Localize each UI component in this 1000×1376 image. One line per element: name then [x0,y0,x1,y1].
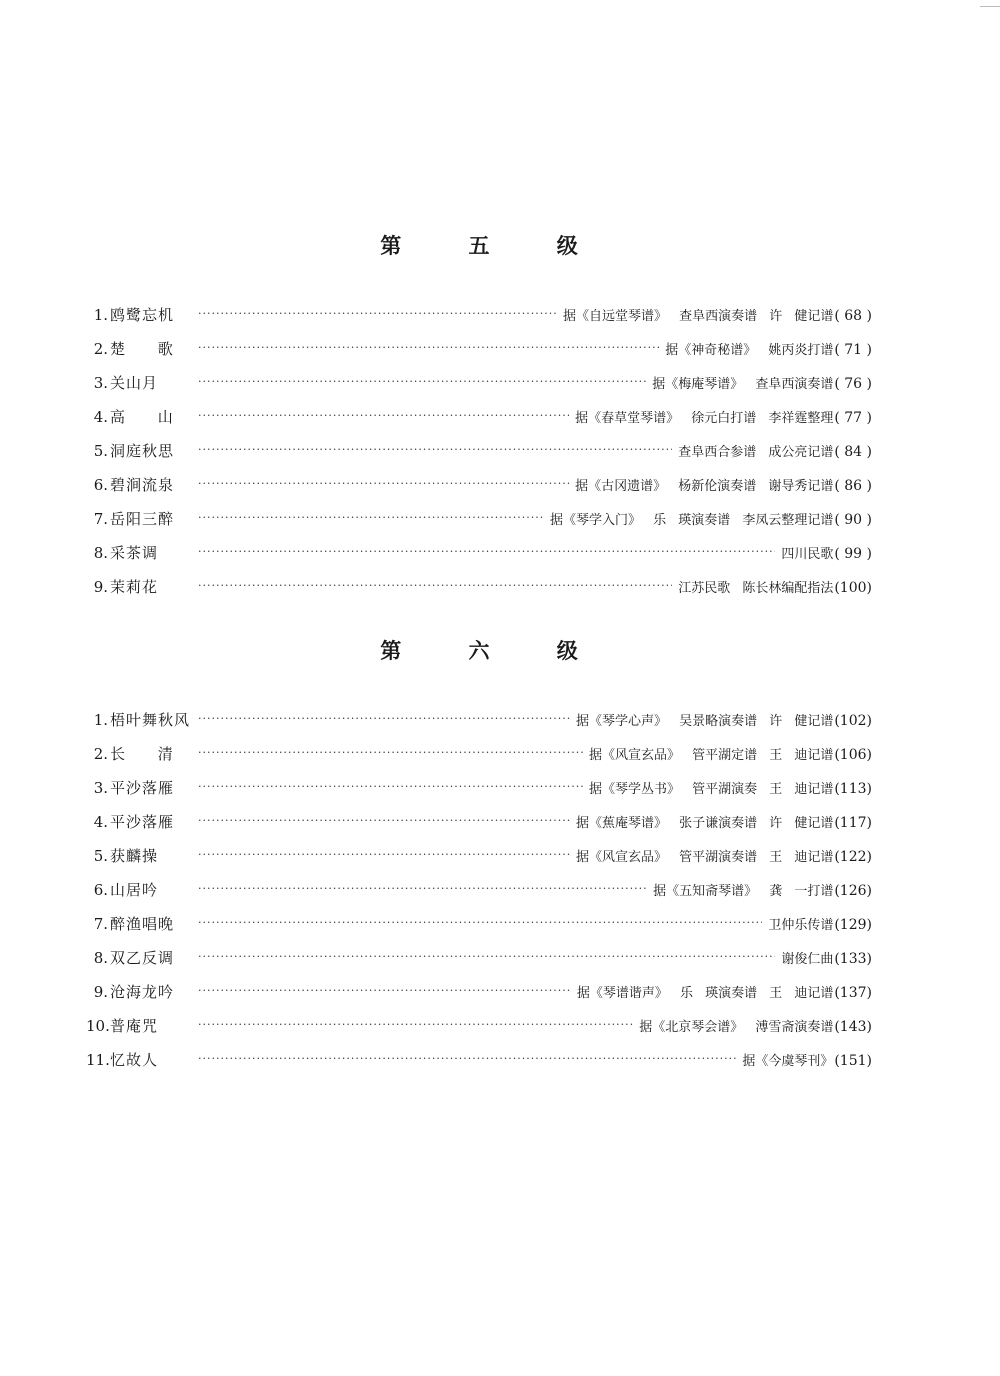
entry-source: 据《琴学入门》 乐 瑛演奏谱 李凤云整理记谱 [549,513,834,528]
entry-source: 四川民歌 [781,547,834,562]
entry-number: 1. [93,306,108,324]
dot-leader [198,1008,633,1042]
entry-number: 6. [93,476,108,494]
entry-number: 10. [86,1017,110,1035]
entry-page: ( 76 ) [834,376,872,392]
entry-page: (133) [834,951,872,967]
dot-leader [198,974,571,1008]
entry-title: 洞庭秋思 [110,442,175,460]
entry-source: 谢俊仁曲 [781,952,834,967]
entry-page: ( 77 ) [834,410,872,426]
entry-title: 平沙落雁 [110,813,175,831]
entry-title: 楚 歌 [110,340,187,358]
entry-number: 9. [93,578,108,596]
toc-entry[interactable] [86,737,872,771]
toc-entry[interactable] [86,502,872,536]
entry-source: 据《风宣玄品》 管平湖定谱 王 迪记谱 [588,748,834,763]
entry-page: (143) [834,1019,872,1035]
entry-number: 1. [93,711,108,729]
entry-title: 茉莉花 [110,578,159,596]
toc-entry[interactable] [86,570,872,604]
dot-leader [198,872,647,906]
scan-corner-mark [980,0,1000,7]
toc-entry[interactable] [86,703,872,737]
entry-number: 7. [93,915,108,933]
toc-entry[interactable] [86,298,872,332]
toc-entry[interactable] [86,332,872,366]
entry-page: ( 71 ) [834,342,872,358]
dot-leader [198,501,544,535]
toc-entry[interactable] [86,805,872,839]
section-title: 第 六 级 [380,638,608,663]
toc-entry[interactable] [86,1009,872,1043]
entry-number: 5. [93,442,108,460]
toc-entry[interactable] [86,839,872,873]
entry-source: 据《琴学丛书》 管平湖演奏 王 迪记谱 [588,782,834,797]
section-title: 第 五 级 [380,233,608,258]
toc-entry[interactable] [86,434,872,468]
dot-leader [198,399,569,433]
entry-source: 据《北京琴会谱》 溥雪斋演奏谱 [639,1020,834,1035]
toc-entry[interactable] [86,907,872,941]
entry-title: 山居吟 [110,881,159,899]
dot-leader [198,940,775,974]
entry-number: 3. [93,779,108,797]
toc-entry[interactable] [86,873,872,907]
entry-page: (126) [834,883,872,899]
section-level-6 [86,631,872,1077]
toc-list [86,703,872,1077]
entry-page: (122) [834,849,872,865]
dot-leader [198,906,762,940]
entry-page: (113) [834,781,872,797]
entry-title: 岳阳三醉 [110,510,175,528]
dot-leader [198,331,659,365]
entry-title: 平沙落雁 [110,779,175,797]
entry-title: 鸥鹭忘机 [110,306,175,324]
entry-source: 江苏民歌 陈长林编配指法 [678,581,834,596]
entry-title: 忆故人 [110,1051,159,1069]
entry-number: 4. [93,813,108,831]
entry-title: 关山月 [110,374,159,392]
entry-source: 据《蕉庵琴谱》 张子谦演奏谱 许 健记谱 [575,816,834,831]
entry-page: (102) [834,713,872,729]
entry-source: 据《古冈遗谱》 杨新伦演奏谱 谢导秀记谱 [575,479,834,494]
entry-page: ( 84 ) [834,444,872,460]
entry-page: (137) [834,985,872,1001]
dot-leader [198,535,775,569]
entry-title: 碧涧流泉 [110,476,175,494]
entry-source: 查阜西合参谱 成公亮记谱 [678,445,834,460]
dot-leader [198,770,583,804]
toc-entry[interactable] [86,1043,872,1077]
entry-number: 2. [93,745,108,763]
toc-entry[interactable] [86,975,872,1009]
dot-leader [198,736,583,770]
toc-list [86,298,872,604]
entry-number: 5. [93,847,108,865]
entry-title: 普庵咒 [110,1017,159,1035]
section-level-5 [86,226,872,604]
entry-number: 11. [86,1051,110,1069]
entry-page: (100) [834,580,872,596]
entry-page: ( 99 ) [834,546,872,562]
toc-entry[interactable] [86,366,872,400]
entry-number: 3. [93,374,108,392]
entry-source: 据《梅庵琴谱》 查阜西演奏谱 [652,377,834,392]
entry-title: 沧海龙吟 [110,983,175,1001]
toc-entry[interactable] [86,941,872,975]
entry-source: 卫仲乐传谱 [768,918,834,933]
entry-title: 梧叶舞秋风 [110,711,191,729]
entry-page: ( 68 ) [834,308,872,324]
toc-entry[interactable] [86,771,872,805]
entry-source: 据《春草堂琴谱》 徐元白打谱 李祥霆整理 [575,411,834,426]
entry-number: 6. [93,881,108,899]
dot-leader [198,297,557,331]
dot-leader [198,702,570,736]
dot-leader [198,569,672,603]
entry-title: 醉渔唱晚 [110,915,175,933]
dot-leader [198,1042,736,1076]
entry-title: 高 山 [110,408,187,426]
dot-leader [198,804,570,838]
entry-source: 据《琴学心声》 吴景略演奏谱 许 健记谱 [575,714,834,729]
toc-entry[interactable] [86,536,872,570]
entry-number: 8. [93,949,108,967]
entry-page: (106) [834,747,872,763]
dot-leader [198,838,570,872]
toc-entry[interactable] [86,468,872,502]
entry-page: (129) [834,917,872,933]
entry-source: 据《自远堂琴谱》 查阜西演奏谱 许 健记谱 [562,309,834,324]
entry-number: 4. [93,408,108,426]
dot-leader [198,365,646,399]
entry-title: 获麟操 [110,847,159,865]
dot-leader [198,467,569,501]
entry-title: 长 清 [110,745,187,763]
dot-leader [198,433,672,467]
entry-page: (117) [834,815,872,831]
entry-title: 采茶调 [110,544,159,562]
entry-page: ( 86 ) [834,478,872,494]
toc-entry[interactable] [86,400,872,434]
entry-source: 据《神奇秘谱》 姚丙炎打谱 [665,343,834,358]
entry-source: 据《琴谱谐声》 乐 瑛演奏谱 王 迪记谱 [576,986,834,1001]
entry-source: 据《五知斋琴谱》 龚 一打谱 [653,884,834,899]
entry-number: 2. [93,340,108,358]
entry-number: 7. [93,510,108,528]
entry-page: ( 90 ) [834,512,872,528]
entry-title: 双乙反调 [110,949,175,967]
entry-source: 据《风宣玄品》 管平湖演奏谱 王 迪记谱 [575,850,834,865]
entry-number: 8. [93,544,108,562]
entry-number: 9. [93,983,108,1001]
entry-source: 据《今虞琴刊》 [742,1054,834,1069]
entry-page: (151) [834,1053,872,1069]
